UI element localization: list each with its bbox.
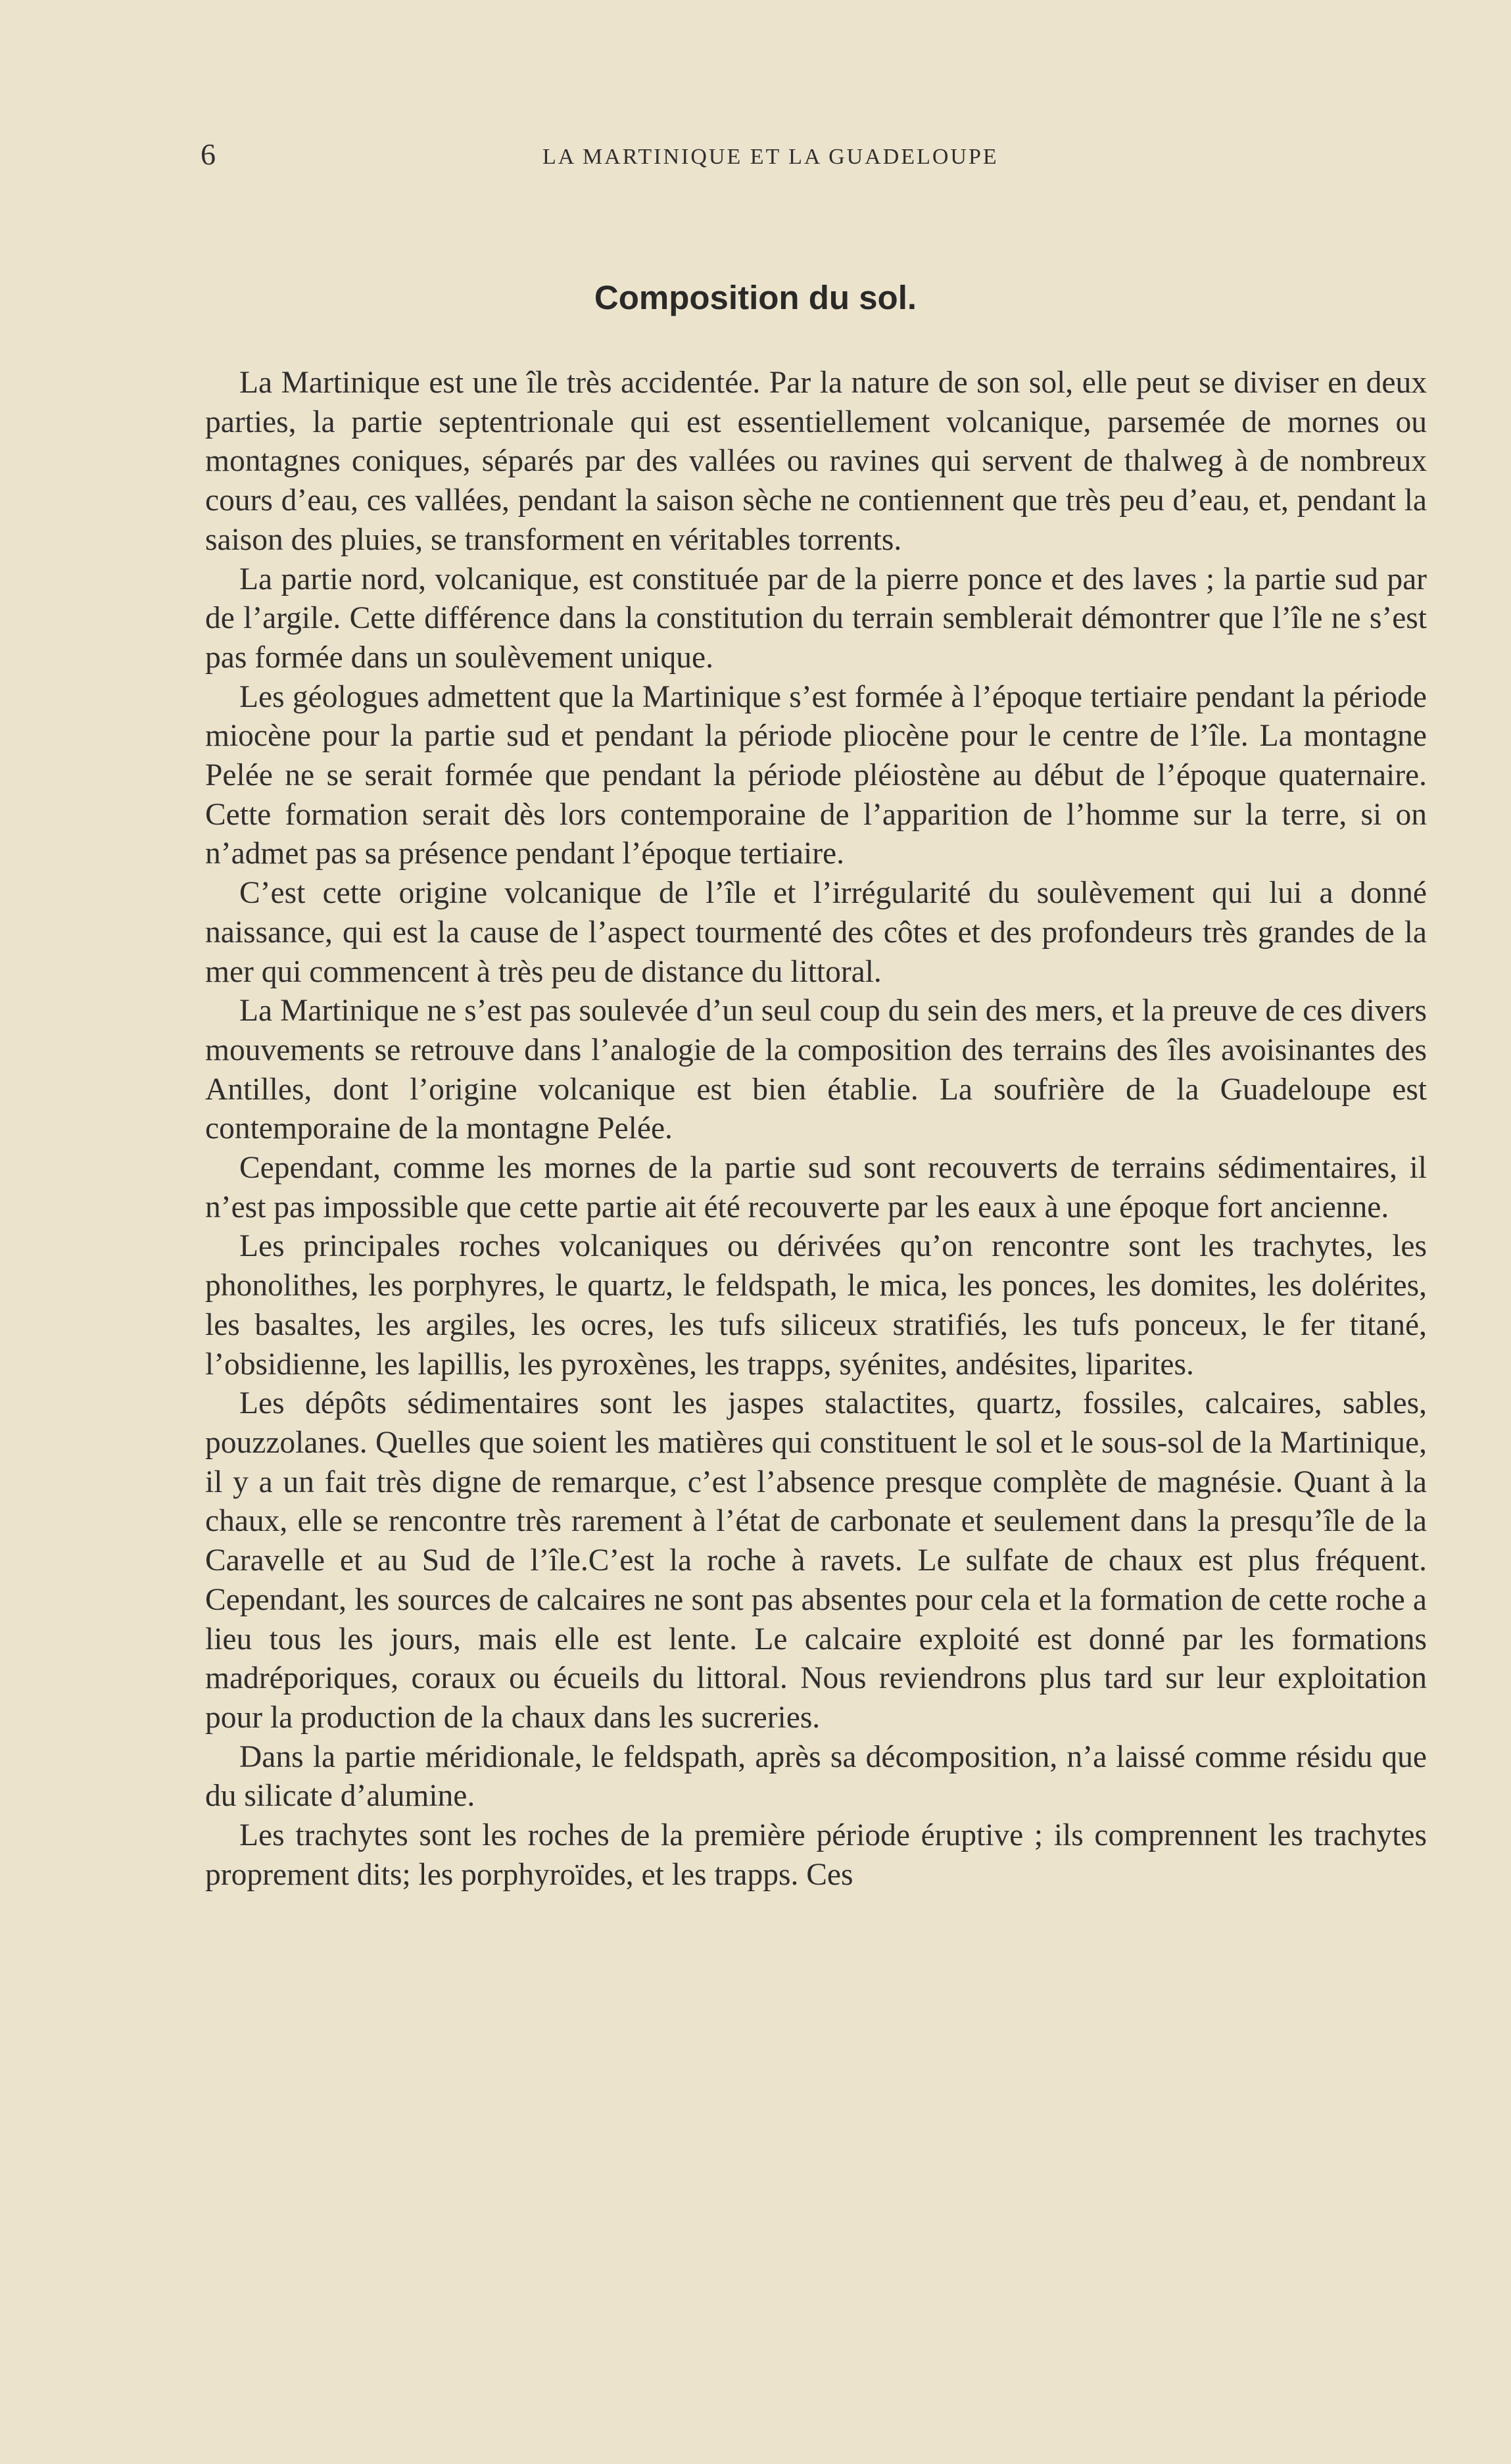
paragraph: Cependant, comme les mornes de la partie sud sont recouverts de terrains sédimentaires, il n’est pas impossible que cette partie ait été recouverte par les eaux à une époque fort ancienne. [205,1151,1427,1224]
page-number: 6 [201,137,216,171]
paragraph: La Martinique ne s’est pas soulevée d’un seul coup du sein des mers, et la preuve de ces divers mouvements se retrouve dans l’analogie de la composition des terrains des îles avoisinantes des Antilles, dont l’origine volcanique est bien établie. La soufrière de la Guadeloupe est contemporaine de la montagne Pelée. [205,994,1427,1146]
paragraph: Les dépôts sédimentaires sont les jaspes stalactites, quartz, fossiles, calcaires, sables, pouzzolanes. Quelles que soient les matières qui constituent le sol et le sous-sol de la Martinique, il y a un fait très digne de remarque, c’est l’absence presque complète de magnésie. Quant à la chaux, elle se rencontre très rarement à l’état de carbonate et seulement dans la presqu’île de la Caravelle et au Sud de l’île.C’est la roche à ravets. Le sulfate de chaux est plus fréquent. Cependant, les sources de calcaires ne sont pas absentes pour cela et la formation de cette roche a lieu tous les jours, mais elle est lente. Le calcaire exploité est donné par les formations madréporiques, coraux ou écueils du littoral. Nous reviendrons plus tard sur leur exploitation pour la production de la chaux dans les sucreries. [205,1386,1427,1735]
body-text [205,364,1427,1895]
section-title: Composition du sol. [594,279,917,316]
paragraph: Dans la partie méridionale, le feldspath, après sa décomposition, n’a laissé comme résidu que du silicate d’alumine. [205,1739,1427,1814]
paragraph: Les principales roches volcaniques ou dérivées qu’on rencontre sont les trachytes, les phonolithes, les porphyres, le quartz, le feldspath, le mica, les ponces, les domites, les dolérites, les basaltes, les argiles, les ocres, les tufs siliceux stratifiés, les tufs ponceux, le fer titané, l’obsidienne, les lapillis, les pyroxènes, les trapps, syénites, andésites, liparites. [205,1229,1427,1382]
running-title: LA MARTINIQUE ET LA GUADELOUPE [542,145,999,169]
page-header [201,135,1292,174]
paragraph: C’est cette origine volcanique de l’île et l’irrégularité du soulèvement qui lui a donné naissance, qui est la cause de l’aspect tourmenté des côtes et des profondeurs très grandes de la mer qui commencent à très peu de distance du littoral. [205,876,1427,989]
paragraph: Les géologues admettent que la Martinique s’est formée à l’époque tertiaire pendant la période miocène pour la partie sud et pendant la période pliocène pour le centre de l’île. La montagne Pelée ne se serait formée que pendant la période pléiostène au début de l’époque quaternaire. Cette formation serait dès lors contemporaine de l’apparition de l’homme sur la terre, si on n’admet pas sa présence pendant l’époque tertiaire. [205,679,1427,871]
paragraph: La Martinique est une île très accidentée. Par la nature de son sol, elle peut se diviser en deux parties, la partie septentrionale qui est essentiellement volcanique, parsemée de mornes ou montagnes coniques, séparés par des vallées ou ravines qui servent de thalweg à de nombreux cours d’eau, ces vallées, pendant la saison sèche ne contiennent que très peu d’eau, et, pendant la saison des pluies, se transforment en véritables torrents. [205,366,1427,557]
paragraph: Les trachytes sont les roches de la première période éruptive ; ils comprennent les trachytes proprement dits; les porphyroïdes, et les trapps. Ces [205,1818,1427,1892]
paragraph: La partie nord, volcanique, est constituée par de la pierre ponce et des laves ; la partie sud par de l’argile. Cette différence dans la constitution du terrain semblerait démontrer que l’île ne s’est pas formée dans un soulèvement unique. [205,562,1427,675]
